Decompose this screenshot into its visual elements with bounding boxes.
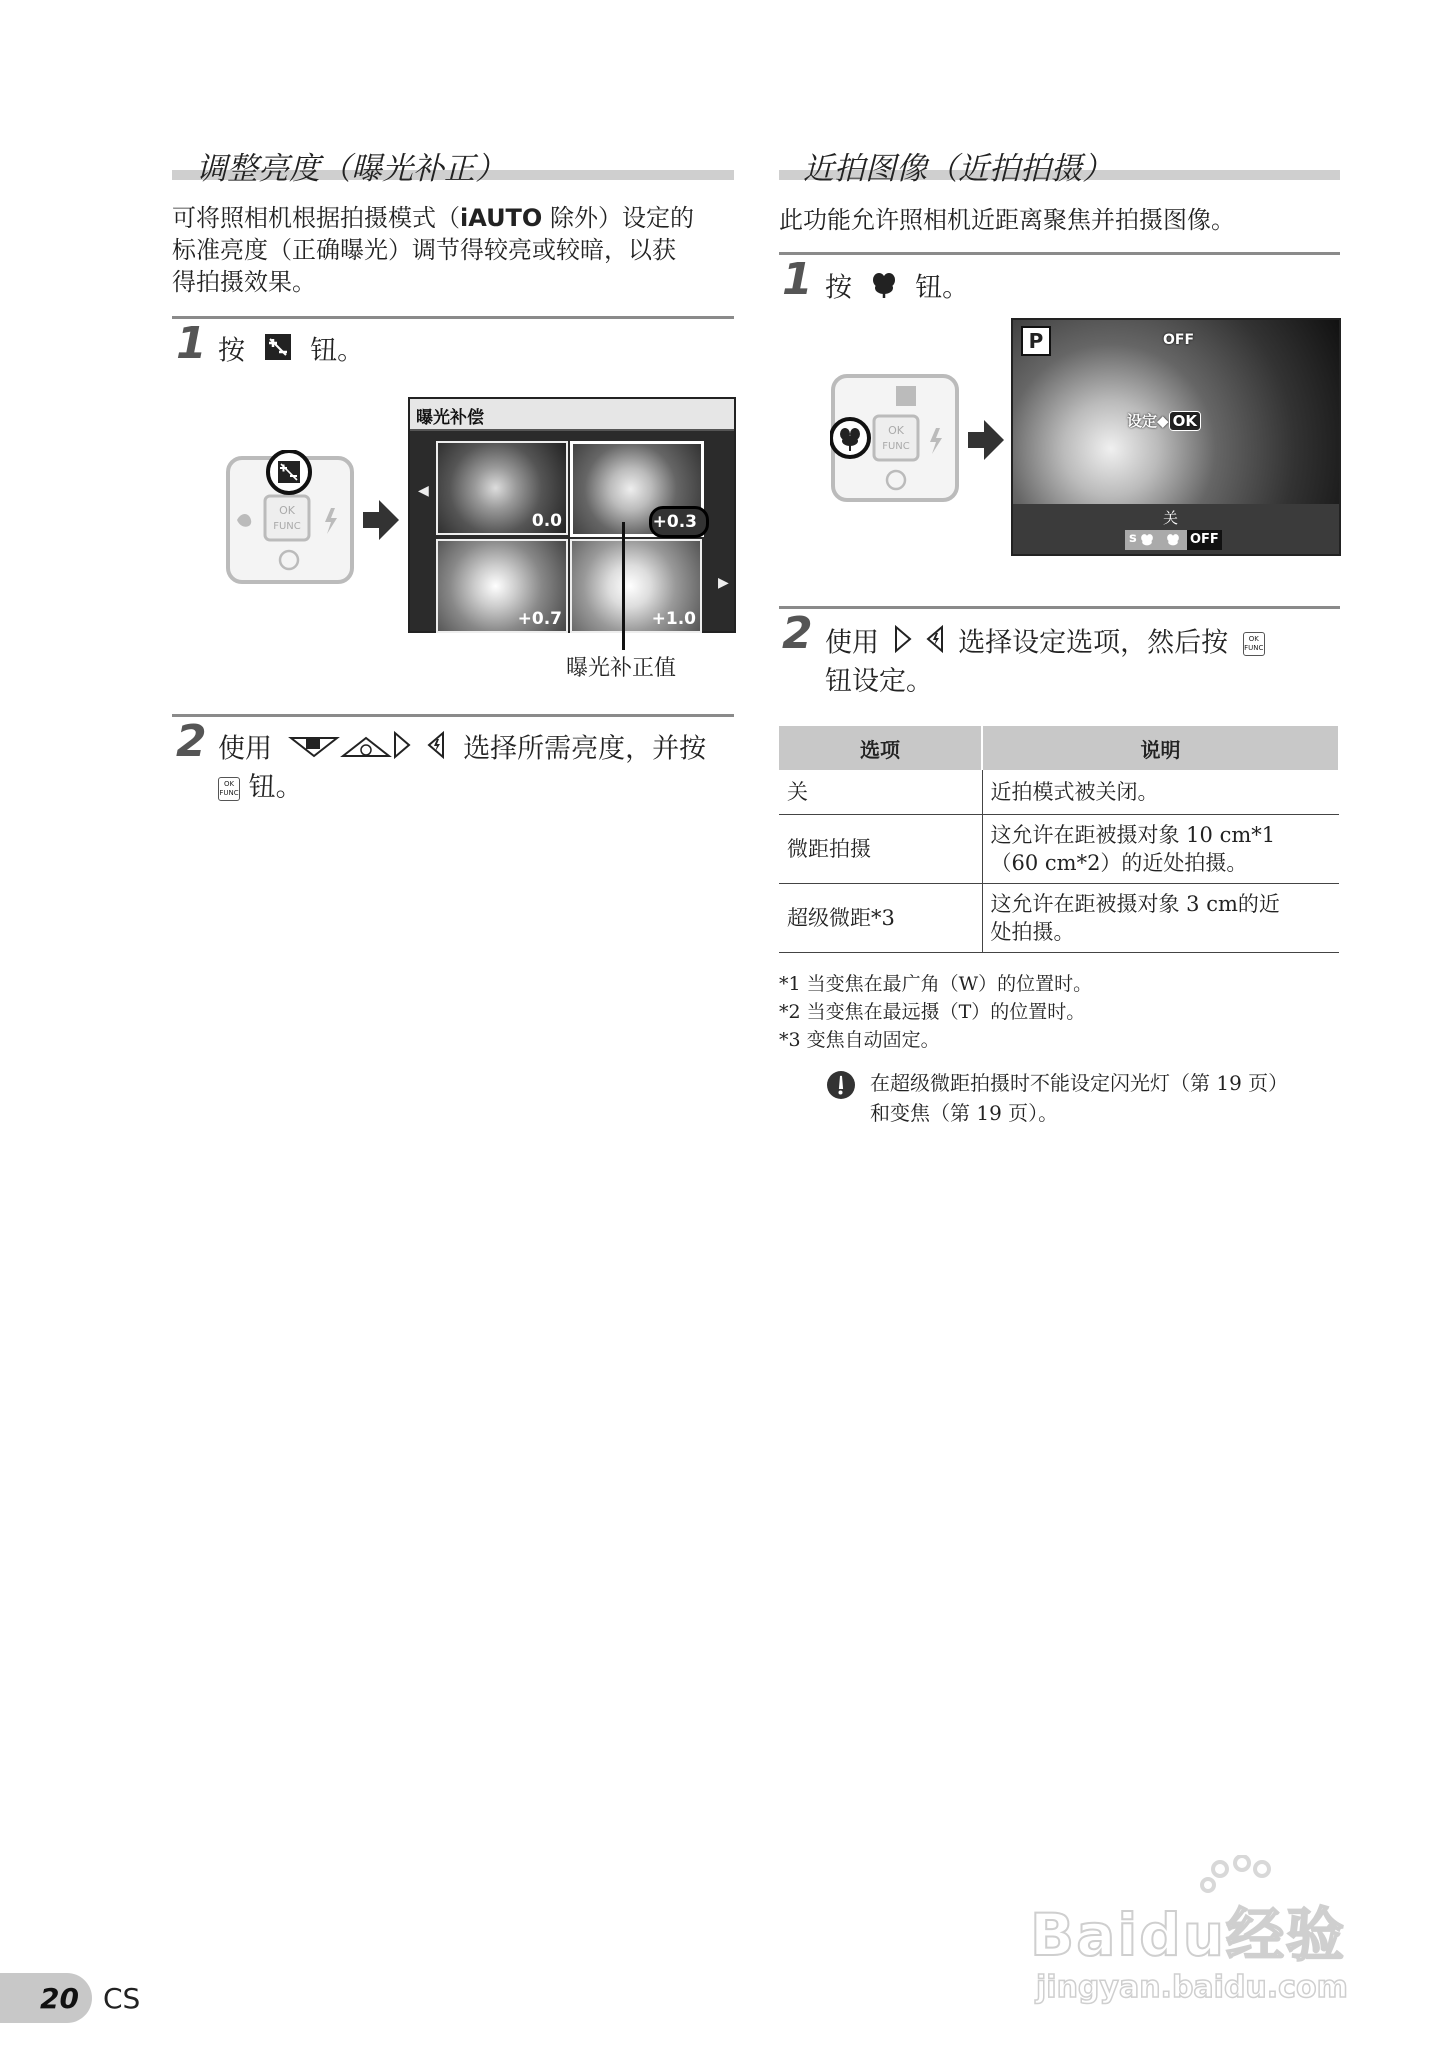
- off-label-bottom: OFF: [1187, 530, 1222, 550]
- footnote-2: *2 当变焦在最远摄（T）的位置时。: [779, 1001, 1086, 1023]
- right-step2-prefix: 使用: [825, 627, 879, 659]
- right-intro: 此功能允许照相机近距离聚焦并拍摄图像。: [779, 206, 1235, 234]
- right-step1-suffix: 钮。: [915, 272, 970, 304]
- right-step2-text: [825, 624, 1335, 700]
- arrow-right-icon: [363, 500, 399, 544]
- table-header-option: 选项: [779, 726, 982, 770]
- footnotes: [779, 970, 1092, 1054]
- callout-line: [622, 522, 625, 650]
- left-step2-prefix: 使用: [218, 733, 272, 765]
- left-right-arrows-icon: [894, 624, 944, 664]
- macro-screen: [1011, 318, 1341, 556]
- left-step1-number: 1: [176, 318, 207, 369]
- right-arrow-icon: ▶: [718, 575, 729, 591]
- arrow-pad-icons: [287, 730, 449, 770]
- page-number: 20: [40, 1982, 79, 2015]
- table-header-desc: 说明: [982, 726, 1339, 770]
- page-number-tab: [0, 1973, 92, 2023]
- exposure-screen: [408, 397, 736, 633]
- thumb-4: +1.0: [570, 539, 702, 633]
- left-step1-rule: [172, 316, 734, 319]
- right-step1-number: 1: [782, 254, 813, 305]
- left-section-title: 调整亮度（曝光补正）: [196, 151, 506, 187]
- caution-icon: [826, 1070, 856, 1104]
- left-step1-suffix: 钮。: [310, 335, 365, 367]
- intro-line-3: 得拍摄效果。: [172, 268, 316, 296]
- svg-text:FUNC: FUNC: [882, 441, 910, 452]
- watermark-text: Baidu经验: [1030, 1901, 1347, 1969]
- svg-text:FUNC: FUNC: [273, 521, 301, 532]
- screen-title: 曝光补偿: [416, 408, 484, 428]
- bottom-label: 关: [1163, 509, 1179, 527]
- intro-line-1a: 可将照相机根据拍摄模式（: [172, 204, 460, 232]
- left-step1-prefix: 按: [218, 335, 245, 367]
- language-code: CS: [103, 1982, 141, 2015]
- set-ok-label: 设定◆ OK: [1127, 410, 1201, 431]
- ok-func-button-icon: OK FUNC: [218, 777, 240, 801]
- ok-func-button-icon-2: OK FUNC: [1243, 632, 1265, 656]
- footnote-1: *1 当变焦在最广角（W）的位置时。: [779, 973, 1093, 995]
- table-row: 微距拍摄 这允许在距被摄对象 10 cm*1 （60 cm*2）的近处拍摄。: [779, 814, 1339, 883]
- left-intro: [172, 202, 732, 298]
- screen-bottom-bar: [1013, 504, 1339, 554]
- mode-p-indicator: P: [1021, 326, 1051, 356]
- right-step2-number: 2: [782, 608, 813, 659]
- table-row: 关 近拍模式被关闭。: [779, 770, 1339, 814]
- thumb-2: +0.3: [570, 441, 704, 537]
- right-step1-prefix: 按: [825, 272, 852, 304]
- right-step2-middle: 选择设定选项，然后按: [958, 627, 1229, 659]
- right-section-title: 近拍图像（近拍拍摄）: [803, 151, 1113, 187]
- footnote-3: *3 变焦自动固定。: [779, 1029, 940, 1051]
- arrow-right-icon-2: [968, 420, 1004, 464]
- thumb-3: +0.7: [436, 539, 568, 633]
- right-step1-rule: [779, 252, 1340, 255]
- intro-line-1b: 除外）设定的: [542, 204, 694, 232]
- left-step2-rule: [172, 714, 734, 717]
- right-step2-suffix: 钮设定。: [825, 666, 933, 697]
- camera-dial-left: [225, 450, 355, 589]
- off-label-top: OFF: [1163, 332, 1195, 348]
- caution-text: 在超级微距拍摄时不能设定闪光灯（第 19 页） 和变焦（第 19 页）。: [870, 1071, 1289, 1125]
- right-step1-text: [825, 270, 969, 308]
- left-step1-text: [218, 333, 364, 371]
- left-step2-text: [218, 730, 738, 806]
- watermark-url: jingyan.baidu.com: [1036, 1970, 1348, 2005]
- table-row: 超级微距*3 这允许在距被摄对象 3 cm的近 处拍摄。: [779, 883, 1339, 952]
- right-step2-rule: [779, 606, 1340, 609]
- left-step2-suffix: 钮。: [248, 772, 303, 803]
- macro-icon: [869, 270, 899, 308]
- svg-text:OK: OK: [279, 504, 295, 517]
- exposure-icon: [264, 333, 292, 371]
- left-step2-middle: 选择所需亮度，并按: [463, 733, 707, 765]
- camera-dial-right: [830, 372, 960, 511]
- left-step2-number: 2: [176, 716, 207, 767]
- left-arrow-icon: ◀: [418, 483, 429, 499]
- intro-line-2: 标准亮度（正确曝光）调节得较亮或较暗，以获: [172, 236, 676, 264]
- table-header-row: [779, 726, 1339, 770]
- macro-options-row: s OFF: [1125, 530, 1221, 550]
- iauto-label: iAUTO: [460, 204, 543, 232]
- callout-label: 曝光补正值: [566, 656, 677, 681]
- macro-options-table: [779, 726, 1340, 953]
- svg-text:OK: OK: [888, 424, 904, 437]
- thumb-1: 0.0: [436, 441, 568, 535]
